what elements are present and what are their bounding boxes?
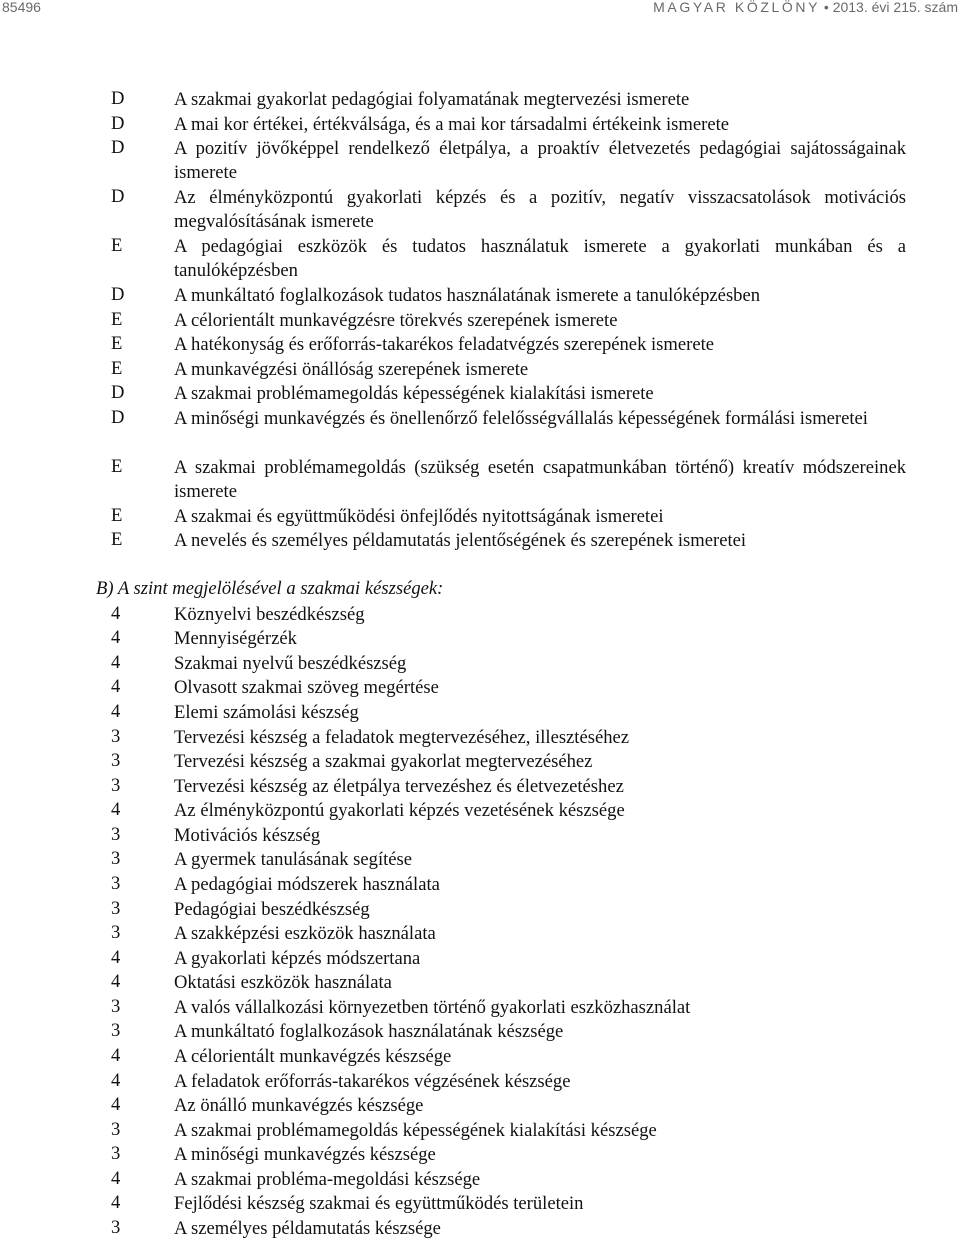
skill-text: Köznyelvi beszédkészség	[174, 604, 365, 625]
skill-level: 3	[111, 824, 121, 845]
skill-level: 3	[111, 1119, 121, 1140]
skills-section-title: B) A szint megjelölésével a szakmai készségek:	[96, 578, 444, 599]
knowledge-code: E	[111, 309, 123, 330]
knowledge-text: A hatékonyság és erőforrás-takarékos feladatvégzés szerepének ismerete	[174, 334, 714, 355]
knowledge-code: E	[111, 505, 123, 526]
skill-level: 3	[111, 873, 121, 894]
bullet-separator: •	[823, 0, 829, 15]
knowledge-text: Az élményközpontú gyakorlati képzés és a pozitív, negatív visszacsatolások motivációs megvalósításának ismerete	[174, 187, 906, 233]
journal-issue-line	[653, 0, 958, 15]
knowledge-text: A szakmai és együttműködési önfejlődés nyitottságának ismeretei	[174, 506, 664, 527]
issue-number: 2013. évi 215. szám	[832, 0, 958, 15]
knowledge-code: E	[111, 333, 123, 354]
skill-level: 4	[111, 1192, 121, 1213]
skill-level: 4	[111, 1045, 121, 1066]
skill-text: A gyermek tanulásának segítése	[174, 849, 413, 870]
skill-text: Motivációs készség	[174, 825, 321, 846]
skill-level: 4	[111, 799, 121, 820]
skill-text: A szakmai problémamegoldás képességének kialakítási készsége	[174, 1120, 657, 1141]
knowledge-code: D	[111, 407, 125, 428]
knowledge-text: A mai kor értékei, értékválsága, és a mai kor társadalmi értékeink ismerete	[174, 114, 729, 135]
knowledge-text: A munkavégzési önállóság szerepének ismerete	[174, 359, 529, 380]
knowledge-text: A célorientált munkavégzésre törekvés szerepének ismerete	[174, 310, 618, 331]
skill-level: 3	[111, 1020, 121, 1041]
skill-level: 4	[111, 971, 121, 992]
knowledge-code: D	[111, 382, 125, 403]
skill-text: Tervezési készség az életpálya tervezéshez és életvezetéshez	[174, 776, 624, 797]
knowledge-text: A nevelés és személyes példamutatás jelentőségének és szerepének ismeretei	[174, 530, 747, 551]
skill-text: Oktatási eszközök használata	[174, 972, 392, 993]
knowledge-code: E	[111, 456, 123, 477]
skill-text: Pedagógiai beszédkészség	[174, 899, 370, 920]
knowledge-code: E	[111, 358, 123, 379]
knowledge-code: D	[111, 137, 125, 158]
skill-level: 3	[111, 726, 121, 747]
skill-level: 4	[111, 947, 121, 968]
knowledge-text: A szakmai gyakorlat pedagógiai folyamatának megtervezési ismerete	[174, 89, 690, 110]
skill-level: 4	[111, 1070, 121, 1091]
knowledge-text: A szakmai problémamegoldás képességének kialakítási ismerete	[174, 383, 654, 404]
skill-text: Szakmai nyelvű beszédkészség	[174, 653, 407, 674]
skill-level: 4	[111, 1094, 121, 1115]
knowledge-text: A pedagógiai eszközök és tudatos használatuk ismerete a gyakorlati munkában és a tanulóképzésben	[174, 236, 906, 282]
skill-level: 4	[111, 1168, 121, 1189]
skill-text: A munkáltató foglalkozások használatának készsége	[174, 1021, 564, 1042]
knowledge-text: A szakmai problémamegoldás (szükség esetén csapatmunkában történő) kreatív módszereinek ismerete	[174, 457, 906, 503]
skill-text: A célorientált munkavégzés készsége	[174, 1046, 452, 1067]
skill-text: A pedagógiai módszerek használata	[174, 874, 440, 895]
skill-level: 3	[111, 898, 121, 919]
skill-level: 3	[111, 996, 121, 1017]
skill-text: Az önálló munkavégzés készsége	[174, 1095, 424, 1116]
skill-level: 3	[111, 775, 121, 796]
knowledge-code: D	[111, 284, 125, 305]
skill-text: A valós vállalkozási környezetben történő gyakorlati eszközhasználat	[174, 997, 691, 1018]
knowledge-text: A pozitív jövőképpel rendelkező életpálya, a proaktív életvezetés pedagógiai sajátosságainak ismerete	[174, 138, 906, 184]
knowledge-code: D	[111, 186, 125, 207]
knowledge-text: A minőségi munkavégzés és önellenőrző felelősségvállalás képességének formálási ismeretei	[174, 408, 868, 429]
page-header	[0, 0, 960, 16]
knowledge-code: D	[111, 88, 125, 109]
skill-text: A szakmai probléma-megoldási készsége	[174, 1169, 481, 1190]
skill-text: Tervezési készség a szakmai gyakorlat megtervezéséhez	[174, 751, 593, 772]
knowledge-code: E	[111, 235, 123, 256]
skill-text: Fejlődési készség szakmai és együttműködés területein	[174, 1193, 584, 1214]
skill-level: 3	[111, 848, 121, 869]
skill-text: Elemi számolási készség	[174, 702, 359, 723]
skill-text: A minőségi munkavégzés készsége	[174, 1144, 436, 1165]
skill-level: 4	[111, 701, 121, 722]
skill-text: Olvasott szakmai szöveg megértése	[174, 677, 439, 698]
skill-level: 4	[111, 652, 121, 673]
skill-text: Mennyiségérzék	[174, 628, 297, 649]
journal-title: MAGYAR KÖZLÖNY	[653, 0, 821, 15]
skill-level: 3	[111, 1217, 121, 1238]
skill-text: A szakképzési eszközök használata	[174, 923, 436, 944]
skill-text: Az élményközpontú gyakorlati képzés vezetésének készsége	[174, 800, 625, 821]
skill-text: A feladatok erőforrás-takarékos végzésének készsége	[174, 1071, 571, 1092]
skill-text: A gyakorlati képzés módszertana	[174, 948, 421, 969]
skill-level: 4	[111, 676, 121, 697]
skill-level: 3	[111, 922, 121, 943]
knowledge-code: D	[111, 113, 125, 134]
skill-level: 3	[111, 1143, 121, 1164]
skill-text: Tervezési készség a feladatok megtervezéséhez, illesztéséhez	[174, 727, 630, 748]
page-number: 85496	[2, 0, 41, 15]
skill-level: 4	[111, 627, 121, 648]
skill-text: A személyes példamutatás készsége	[174, 1218, 441, 1239]
skill-level: 4	[111, 603, 121, 624]
knowledge-text: A munkáltató foglalkozások tudatos használatának ismerete a tanulóképzésben	[174, 285, 761, 306]
knowledge-code: E	[111, 529, 123, 550]
skill-level: 3	[111, 750, 121, 771]
